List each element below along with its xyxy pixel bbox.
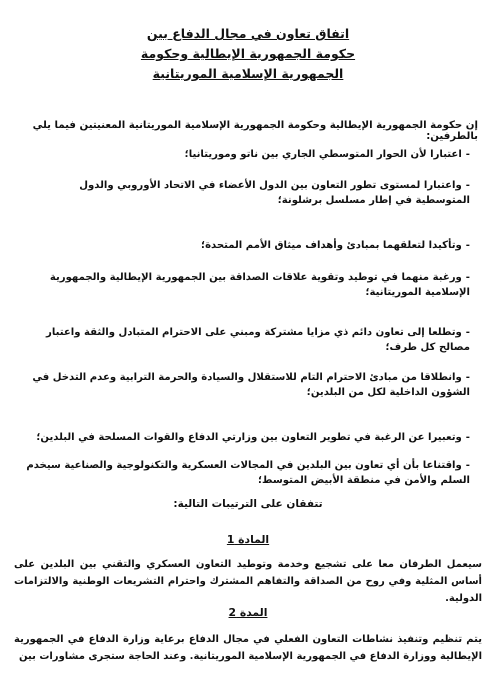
clause-text: وانطلاقا من مبادئ الاحترام التام للاستقلال والسيادة والحرمة الترابية وعدم التدخل في الشؤون الداخلية لكل من البلدين؛ — [32, 372, 470, 398]
article-2-heading: المدة 2 — [228, 606, 268, 619]
clause-item — [22, 238, 470, 253]
clause-item — [22, 147, 470, 162]
article-2-body: يتم تنظيم وتنفيذ نشاطات التعاون الفعلي في مجال الدفاع برعاية وزارة الدفاع في الجمهورية الإيطالية ووزارة الدفاع في الجمهورية الإسلامية الموريتانية. وعند الحاجة ستجرى مشاورات بين — [14, 634, 482, 662]
clause-item — [22, 325, 470, 355]
bullet-dot-icon: - — [465, 240, 470, 251]
clause-text: وتعبيرا عن الرغبة في تطوير التعاون بين وزارتي الدفاع والقوات المسلحة في البلدين؛ — [36, 432, 462, 443]
bullet-dot-icon: - — [465, 460, 470, 471]
clause-text: ورغبة منهما في توطيد وتقوية علاقات الصداقة بين الجمهورية الإيطالية والجمهورية الإسلامية الموريتانية؛ — [49, 272, 470, 298]
clause-item — [22, 178, 470, 208]
article-1-heading: المادة 1 — [226, 533, 270, 546]
clause-item — [22, 458, 470, 488]
bullet-dot-icon: - — [465, 432, 470, 443]
bullet-dot-icon: - — [465, 149, 470, 160]
clause-text: وتطلعا إلى تعاون دائم ذي مزايا مشتركة ومبني على الاحترام المتبادل والثقة واعتبار مصالح كل طرف؛ — [46, 327, 470, 353]
clause-text: اعتبارا لأن الحوار المتوسطي الجاري بين ناتو وموريتانيا؛ — [184, 149, 462, 160]
clause-item — [22, 270, 470, 300]
article-1-body: سيعمل الطرفان معا على تشجيع وخدمة وتوطيد التعاون العسكري والتقني بين البلدين على أساس المثلية وفي روح من الصداقة والتفاهم المشترك واحترام التشريعات الوطنية والالتزامات الدولية. — [14, 559, 482, 604]
clause-text: واعتبارا لمستوى تطور التعاون بين الدول الأعضاء في الاتحاد الأوروبي والدول المتوسطية في إطار مسلسل برشلونة؛ — [79, 180, 470, 206]
bullet-dot-icon: - — [465, 327, 470, 338]
title-line-1: اتفاق تعاون في مجال الدفاع بين — [146, 26, 350, 41]
title-line-2: حكومة الجمهورية الإيطالية وحكومة — [140, 46, 356, 61]
title-line-3: الجمهورية الإسلامية الموريتانية — [152, 66, 344, 81]
bullet-dot-icon: - — [465, 372, 470, 383]
bullet-dot-icon: - — [465, 180, 470, 191]
clause-text: واقتناعا بأن أي تعاون بين البلدين في المجالات العسكرية والتكنولوجية والصناعية سيخدم السلم والأمن في منطقة الأبيض المتوسط؛ — [26, 460, 470, 486]
agreement-statement: تتفقان على الترتيبات التالية: — [173, 498, 323, 510]
bullet-dot-icon: - — [465, 272, 470, 283]
clause-item — [22, 370, 470, 400]
document-title — [40, 24, 456, 84]
clause-item — [22, 430, 470, 445]
intro-paragraph: إن حكومة الجمهورية الإيطالية وحكومة الجمهورية الإسلامية الموريتانية المعنيتين فيما يلي بالطرفين: — [32, 120, 478, 142]
clause-text: وتأكيدا لتعلقهما بمبادئ وأهداف ميثاق الأمم المتحدة؛ — [201, 240, 462, 251]
